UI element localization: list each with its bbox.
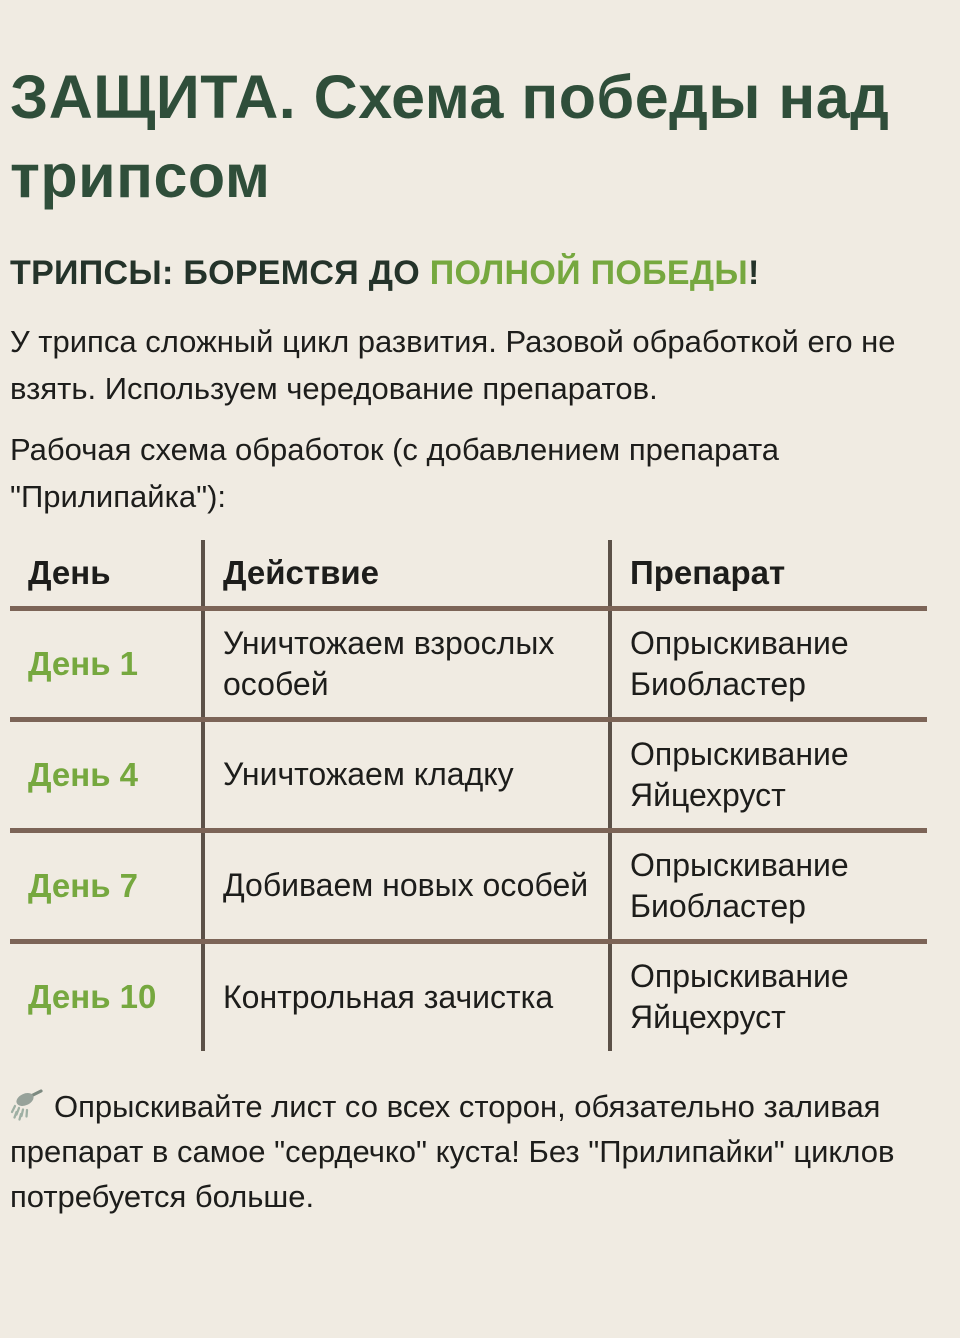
product-cell: Опрыскивание Яйцехруст [630, 958, 849, 1036]
infographic-page [0, 58, 960, 1220]
treatment-schedule-table [10, 540, 927, 1051]
action-cell: Уничтожаем кладку [203, 719, 610, 830]
scheme-paragraph: Рабочая схема обработок (с добавлением препарата "Прилипайка"): [10, 432, 780, 514]
subtitle-highlight: ПОЛНОЙ ПОБЕДЫ [429, 253, 748, 292]
table-row [10, 719, 927, 830]
footer-text: Опрыскивайте лист со всех сторон, обязательно заливая препарат в самое "сердечко" куста! Без "Прилипайки" циклов потребуется больше. [10, 1089, 895, 1214]
subtitle-prefix: ТРИПСЫ: БОРЕМСЯ ДО [10, 253, 430, 292]
product-cell: Опрыскивание Яйцехруст [610, 719, 927, 830]
column-header-product: Препарат [610, 540, 927, 608]
column-header-day: День [10, 540, 203, 608]
page-title: ЗАЩИТА. Схема победы над трипсом [10, 63, 890, 211]
day-label: День 7 [10, 830, 203, 941]
table-row [10, 941, 927, 1051]
table-row [10, 830, 927, 941]
table-row [10, 608, 927, 719]
subtitle [10, 253, 946, 294]
subtitle-exclamation: ! [747, 253, 760, 292]
action-cell: Уничтожаем взрослых особей [203, 608, 610, 719]
day-label: День 10 [10, 941, 203, 1051]
intro-paragraph: У трипса сложный цикл развития. Разовой обработкой его не взять. Используем чередование препаратов. [10, 324, 896, 406]
shower-icon [10, 1088, 46, 1122]
footer-note [10, 1085, 946, 1220]
day-label: День 4 [10, 719, 203, 830]
product-cell: Опрыскивание Биобластер [610, 608, 927, 719]
day-label: День 1 [10, 608, 203, 719]
column-header-action: Действие [203, 540, 610, 608]
action-cell: Контрольная зачистка [203, 941, 610, 1051]
product-cell: Опрыскивание Биобластер [610, 830, 927, 941]
action-cell: Добиваем новых особей [203, 830, 610, 941]
table-header-row [10, 540, 927, 608]
